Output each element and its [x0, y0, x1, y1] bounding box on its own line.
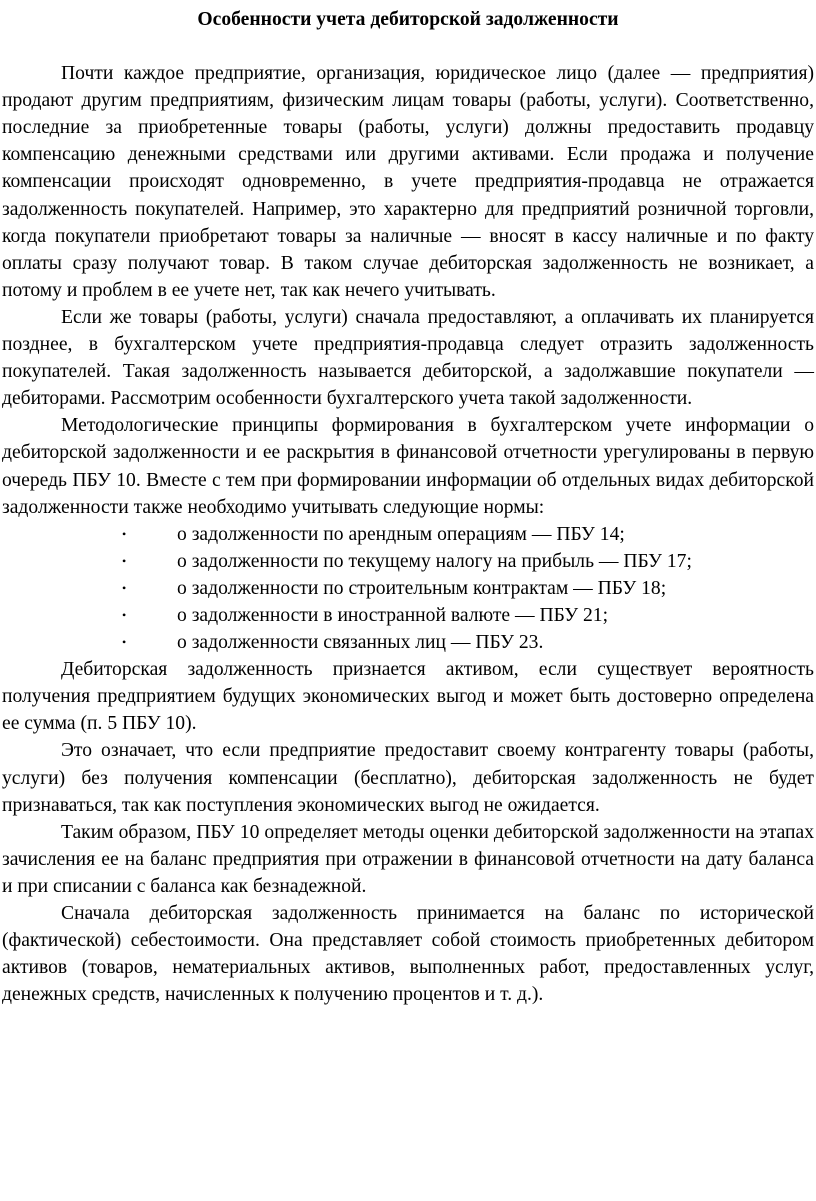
- bullet-icon: •: [122, 580, 127, 595]
- list-item-text: о задолженности в иностранной валюте — ПБУ 21;: [177, 604, 609, 626]
- list-item: [2, 548, 814, 575]
- list-item-text: о задолженности по текущему налогу на прибыль — ПБУ 17;: [177, 550, 692, 572]
- list-item: [2, 602, 814, 629]
- list-item-text: о задолженности по строительным контрактам — ПБУ 18;: [177, 577, 667, 599]
- paragraph-meaning: Это означает, что если предприятие предоставит своему контрагенту товары (работы, услуги) без получения компенсации (бесплатно), дебиторская задолженность не будет признаваться, так как поступления экономических выгод не ожидается.: [2, 740, 814, 816]
- list-item: [2, 575, 814, 602]
- paragraph-debtors: Если же товары (работы, услуги) сначала предоставляют, а оплачивать их планируется позднее, в бухгалтерском учете предприятия-продавца следует отразить задолженность покупателей. Такая задолженность называется дебиторской, а задолжавшие покупатели — дебиторами. Рассмотрим особенности бухгалтерского учета такой задолженности.: [2, 306, 814, 410]
- list-item: [2, 629, 814, 656]
- bullet-icon: •: [122, 553, 127, 568]
- paragraph-methods: Таким образом, ПБУ 10 определяет методы оценки дебиторской задолженности на этапах зачисления ее на баланс предприятия при отражении в финансовой отчетности на дату баланса и при списании с баланса как безнадежной.: [2, 821, 814, 897]
- list-item-text: о задолженности связанных лиц — ПБУ 23.: [177, 632, 544, 654]
- paragraph-initial-valuation: Сначала дебиторская задолженность принимается на баланс по исторической (фактической) себестоимости. Она представляет собой стоимость приобретенных дебитором активов (товаров, нематериальных активов, выполненных работ, предоставленных услуг, денежных средств, начисленных к получению процентов и т. д.).: [2, 903, 814, 1006]
- paragraph-recognition: Дебиторская задолженность признается активом, если существует вероятность получения предприятием будущих экономических выгод и может быть достоверно определена ее сумма (п. 5 ПБУ 10).: [2, 659, 814, 735]
- document-title: Особенности учета дебиторской задолженности: [197, 9, 619, 30]
- standards-list: [2, 521, 814, 656]
- list-item-text: о задолженности по арендным операциям — ПБУ 14;: [177, 523, 625, 545]
- paragraph-principles: Методологические принципы формирования в бухгалтерском учете информации о дебиторской задолженности и ее раскрытия в финансовой отчетности урегулированы в первую очередь ПБУ 10. Вместе с тем при формировании информации об отдельных видах дебиторской задолженности также необходимо учитывать следующие нормы:: [2, 415, 814, 518]
- bullet-icon: •: [122, 526, 127, 541]
- bullet-icon: •: [122, 635, 127, 650]
- list-item: [2, 521, 814, 548]
- bullet-icon: •: [122, 607, 127, 622]
- paragraph-intro: Почти каждое предприятие, организация, юридическое лицо (далее — предприятия) продают другим предприятиям, физическим лицам товары (работы, услуги). Соответственно, последние за приобретенные товары (работы, услуги) должны предоставить продавцу компенсацию денежными средствами или другими активами. Если продажа и получение компенсации происходят одновременно, в учете предприятия-продавца не отражается задолженность покупателей. Например, это характерно для предприятий розничной торговли, когда покупатели приобретают товары за наличные — вносят в кассу наличные и по факту оплаты сразу получают товар. В таком случае дебиторская задолженность не возникает, а потому и проблем в ее учете нет, так как нечего учитывать.: [2, 63, 814, 301]
